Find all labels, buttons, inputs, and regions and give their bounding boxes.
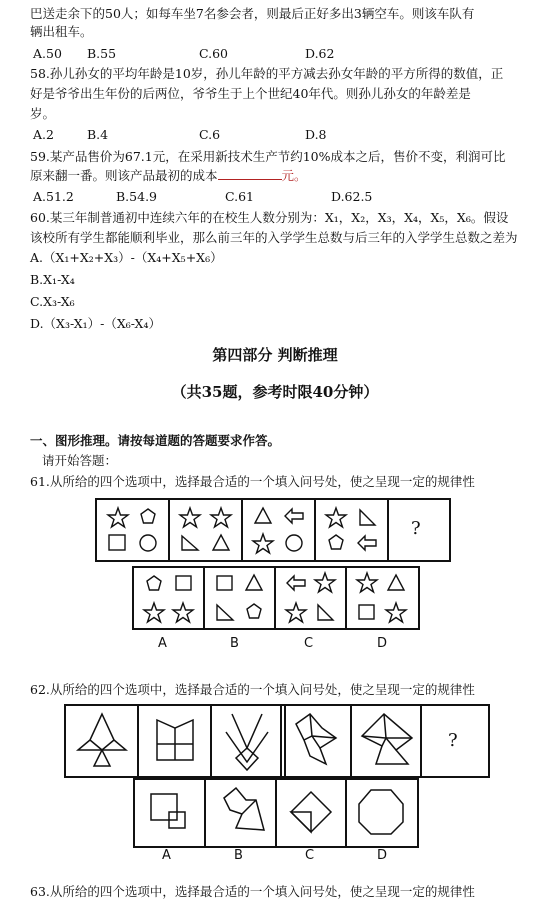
q59-line1: 59.某产品售价为67.1元，在采用新技术生产节约10%成本之后，售价不变，利润可比 xyxy=(30,149,506,164)
q58-option-b: B.4 xyxy=(87,127,109,142)
q58-option-c: C.6 xyxy=(199,127,221,142)
q57-option-b: B.55 xyxy=(87,46,117,61)
section-subtitle: （共35题，参考时限40分钟） xyxy=(171,383,379,401)
q61-question-cell-2 xyxy=(170,500,243,560)
q62-question-cell-4 xyxy=(282,706,352,776)
q61-option-b-label: B xyxy=(230,636,239,651)
q57-option-c: C.60 xyxy=(199,46,228,61)
q61-option-b-figure[interactable] xyxy=(205,568,276,628)
start-prompt: 请开始答题： xyxy=(42,453,118,468)
q62-question-cell-unknown xyxy=(422,706,484,776)
q61-option-d-label: D xyxy=(377,636,388,651)
q57-option-d: D.62 xyxy=(305,46,335,61)
q57-line1: 巴送走余下的50人；如每车坐7名参会者，则最后正好多出3辆空车。则该车队有 xyxy=(30,6,475,21)
q59-option-a: A.51.2 xyxy=(33,189,74,204)
q62-group-2 xyxy=(280,704,490,778)
q60-option-d: D.（X₃-X₁）-（X₆-X₄） xyxy=(30,316,161,331)
q60-line2: 该校所有学生都能顺利毕业，那么前三年的入学学生总数与后三年的入学学生总数之差为 xyxy=(30,230,518,245)
q59-option-c: C.61 xyxy=(225,189,254,204)
q59-line2-suffix: 元。 xyxy=(281,168,307,183)
q63-text: 63.从所给的四个选项中，选择最合适的一个填入问号处，使之呈现一定的规律性 xyxy=(30,884,475,899)
q61-option-a-label: A xyxy=(158,636,167,651)
q62-option-b-figure[interactable] xyxy=(206,780,277,846)
q61-options-row xyxy=(132,566,420,630)
q58-line1: 58.孙儿孙女的平均年龄是10岁，孙儿年龄的平方减去孙女年龄的平方所得的数值，正 xyxy=(30,66,504,81)
q60-option-c: C.X₃-X₆ xyxy=(30,294,75,309)
q60-line1: 60.某三年制普通初中连续六年的在校生人数分别为：X₁，X₂，X₃，X₄，X₅，X₆。假设 xyxy=(30,210,509,225)
q60-option-b: B.X₁-X₄ xyxy=(30,272,75,287)
q62-option-c-label: C xyxy=(305,848,315,863)
q62-question-cell-3 xyxy=(212,706,284,776)
q62-option-d-label: D xyxy=(377,848,388,863)
q58-option-a: A.2 xyxy=(33,127,54,142)
q58-line3: 岁。 xyxy=(30,106,56,121)
q61-option-d-figure[interactable] xyxy=(347,568,418,628)
q61-question-cell-4 xyxy=(316,500,389,560)
q62-option-a-label: A xyxy=(162,848,171,863)
q62-question-cell-5 xyxy=(352,706,422,776)
q62-group-1 xyxy=(64,704,286,778)
q59-line2 xyxy=(30,168,307,184)
section-title: 第四部分 判断推理 xyxy=(212,346,338,364)
q62-option-d-figure[interactable] xyxy=(347,780,417,846)
q62-option-c-figure[interactable] xyxy=(277,780,347,846)
q61-option-c-figure[interactable] xyxy=(276,568,347,628)
q61-option-c-label: C xyxy=(304,636,314,651)
q62-question-mark: ? xyxy=(448,730,458,751)
q58-option-d: D.8 xyxy=(305,127,327,142)
part-heading: 一、图形推理。请按每道题的答题要求作答。 xyxy=(30,433,281,448)
q61-text: 61.从所给的四个选项中，选择最合适的一个填入问号处，使之呈现一定的规律性 xyxy=(30,474,475,489)
q62-question-cell-2 xyxy=(139,706,212,776)
q60-option-a: A.（X₁+X₂+X₃）-（X₄+X₅+X₆） xyxy=(30,250,223,265)
q62-question-cell-1 xyxy=(66,706,139,776)
q58-line2: 好是爷爷出生年份的后两位，爷爷生于上个世纪40年代。则孙儿孙女的年龄差是 xyxy=(30,86,471,101)
q59-option-d: D.62.5 xyxy=(331,189,373,204)
q62-option-b-label: B xyxy=(234,848,243,863)
q61-question-mark: ? xyxy=(411,518,421,539)
q62-text: 62.从所给的四个选项中，选择最合适的一个填入问号处，使之呈现一定的规律性 xyxy=(30,682,475,697)
q62-options-row xyxy=(133,778,419,848)
q59-line2-prefix: 原来翻一番。则该产品最初的成本 xyxy=(30,168,218,183)
q61-question-cell-unknown xyxy=(389,500,447,560)
q57-option-a: A.50 xyxy=(33,46,62,61)
q62-option-a-figure[interactable] xyxy=(135,780,206,846)
q61-option-a-figure[interactable] xyxy=(134,568,205,628)
q61-question-row xyxy=(95,498,451,562)
q59-option-b: B.54.9 xyxy=(116,189,157,204)
q59-answer-blank xyxy=(218,179,282,180)
q57-line2: 辆出租车。 xyxy=(30,24,93,39)
q61-question-cell-1 xyxy=(97,500,170,560)
q61-question-cell-3 xyxy=(243,500,316,560)
